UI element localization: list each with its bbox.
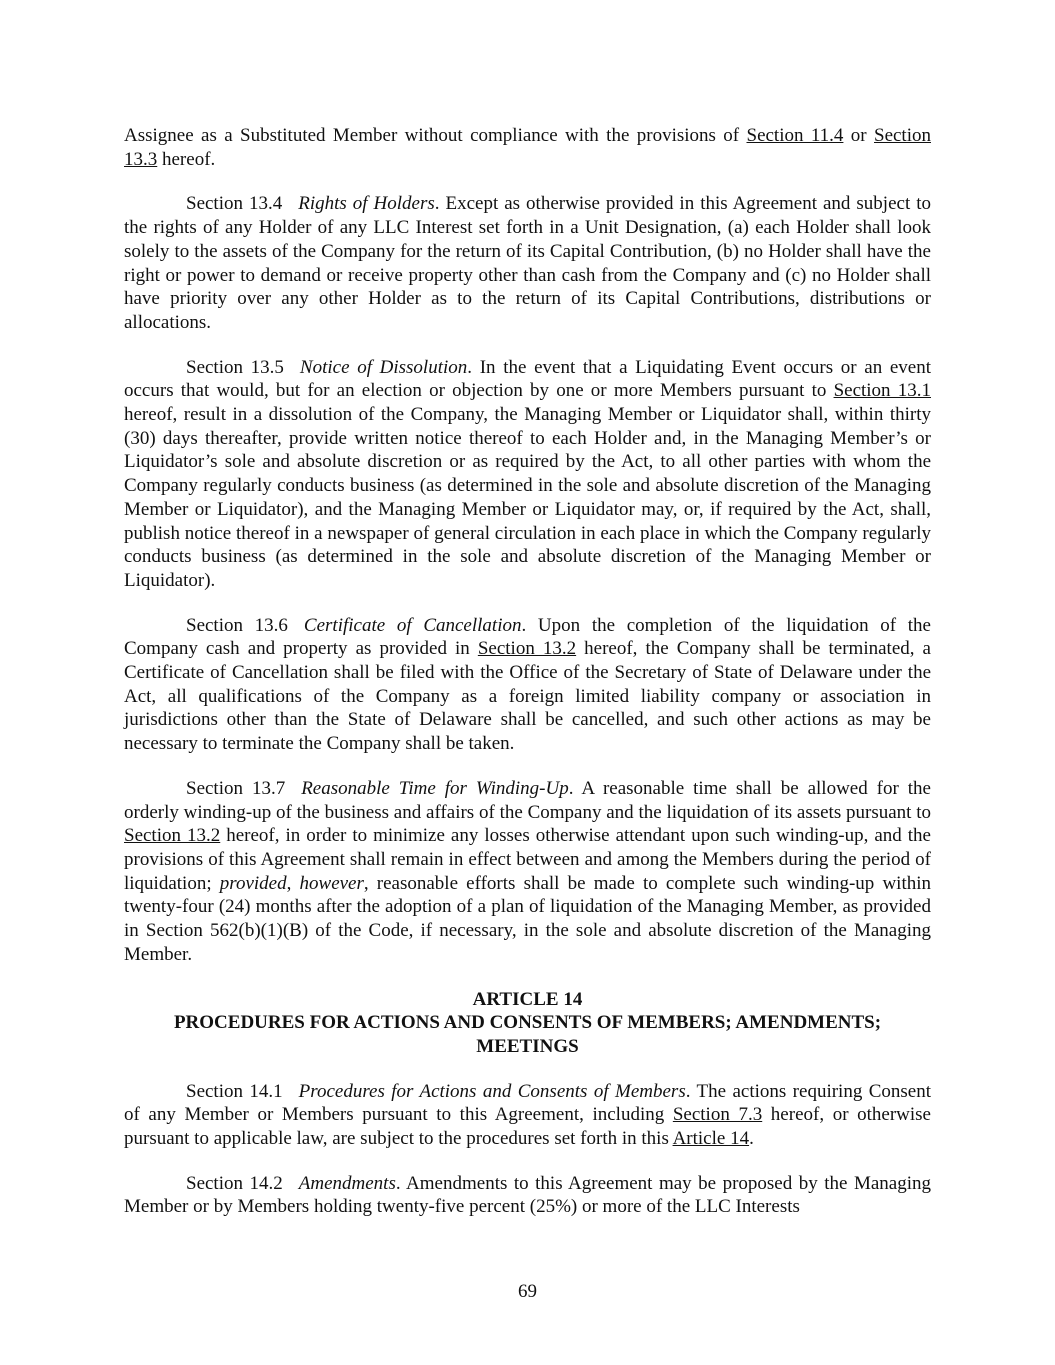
section-14-1-paragraph <box>124 1080 931 1151</box>
section-number: Section 14.1 <box>186 1080 283 1102</box>
section-body: . Except as otherwise provided in this Agreement and subject to the rights of any Holder of any LLC Interest set forth in a Unit Designation, (a) each Holder shall look solely to the assets of the Company for the return of its Capital Contribution, (b) no Holder shall have the right or power to demand or receive property other than cash from the Company and (c) no Holder shall have priority over any other Holder as to the return of its Capital Contributions, distributions or allocations. <box>124 193 931 333</box>
section-body: , reasonable efforts shall be made to complete such winding-up within twenty-four (24) months after the adoption of a plan of liquidation of the Managing Member, as provided in Section 562(b)(1)(B) of the Code, if necessary, in the sole and absolute discretion of the Managing Member. <box>124 872 931 965</box>
emphasis-however: however <box>299 872 364 894</box>
text: or <box>843 125 874 146</box>
section-title: Reasonable Time for Winding-Up <box>301 777 569 799</box>
section-13-2-reference: Section 13.2 <box>124 825 221 847</box>
section-number: Section 13.5 <box>186 356 284 378</box>
section-number: Section 13.7 <box>186 777 286 799</box>
section-title: Procedures for Actions and Consents of Members <box>298 1080 686 1102</box>
section-title: Amendments <box>298 1172 396 1194</box>
section-7-3-reference: Section 7.3 <box>672 1104 763 1126</box>
section-number: Section 14.2 <box>186 1172 283 1194</box>
section-body: . <box>749 1128 754 1150</box>
section-title: Rights of Holders <box>298 193 435 215</box>
section-body: hereof, the Company shall be terminated, a Certificate of Cancellation shall be filed with the Office of the Secretary of State of Delaware under the Act, all qualifications of the Company as a foreign limited liability company or association in jurisdictions other than the State of Delaware shall be cancelled, and such other actions as may be necessary to terminate the Company shall be taken. <box>124 638 931 755</box>
page-number: 69 <box>518 1281 537 1302</box>
section-body: hereof, result in a dissolution of the Company, the Managing Member or Liquidator shall, within thirty (30) days thereafter, provide written notice thereof to each Holder and, in the Managing Member’s or Liquidator’s sole and absolute discretion or as required by the Act, to all other parties with whom the Company regularly conducts business (as determined in the sole and absolute discretion of the Managing Member or Liquidator), and the Managing Member or Liquidator may, or, if required by the Act, shall, publish notice thereof in a newspaper of general circulation in each place in which the Company regularly conducts business (as determined in the sole and absolute discretion of the Managing Member or Liquidator). <box>124 404 931 591</box>
section-title: Certificate of Cancellation <box>303 614 522 636</box>
section-13-6-paragraph <box>124 614 931 756</box>
article-number: ARTICLE 14 <box>472 988 583 1010</box>
article-title-line-1: PROCEDURES FOR ACTIONS AND CONSENTS OF MEMBERS; AMENDMENTS; <box>173 1012 882 1034</box>
text: Assignee as a Substituted Member without compliance with the provisions of <box>124 125 747 146</box>
section-number: Section 13.4 <box>186 193 283 215</box>
section-14-2-paragraph <box>124 1172 931 1219</box>
section-body: , <box>286 872 300 894</box>
emphasis-provided: provided <box>219 872 287 894</box>
section-13-3-reference: Section 13.3 <box>124 125 931 170</box>
document-page <box>124 124 931 1240</box>
section-body: . The actions requiring Consent of any Member or Members pursuant to this Agreement, including <box>124 1080 932 1126</box>
section-13-1-reference: Section 13.1 <box>833 380 931 402</box>
section-11-4-reference: Section 11.4 <box>746 125 844 146</box>
article-14-reference: Article 14 <box>672 1128 750 1150</box>
section-13-7-paragraph <box>124 777 931 967</box>
section-number: Section 13.6 <box>186 614 288 636</box>
section-13-2-reference: Section 13.2 <box>477 638 577 660</box>
section-13-5-paragraph <box>124 356 931 593</box>
section-body: hereof, in order to minimize any losses otherwise attendant upon such winding-up, and the provisions of this Agreement shall remain in effect between and among the Members during the period of liquidation; <box>124 825 931 894</box>
continuation-paragraph <box>124 124 931 171</box>
article-title-line-2: MEETINGS <box>476 1035 579 1057</box>
section-title: Notice of Dissolution <box>299 356 468 378</box>
article-14-heading <box>124 988 931 1059</box>
section-body: . A reasonable time shall be allowed for the orderly winding-up of the business and affairs of the Company and the liquidation of its assets pursuant to <box>124 777 931 823</box>
section-body: . Upon the completion of the liquidation of the Company cash and property as provided in <box>124 614 931 660</box>
section-body: hereof, or otherwise pursuant to applicable law, are subject to the procedures set forth in this <box>124 1104 931 1150</box>
text: hereof. <box>157 148 216 170</box>
section-13-4-paragraph <box>124 192 931 334</box>
section-body: . Amendments to this Agreement may be proposed by the Managing Member or by Members holding twenty-five percent (25%) or more of the LLC Interests <box>124 1172 931 1218</box>
section-body: . In the event that a Liquidating Event occurs or an event occurs that would, but for an election or objection by one or more Members pursuant to <box>124 356 932 402</box>
